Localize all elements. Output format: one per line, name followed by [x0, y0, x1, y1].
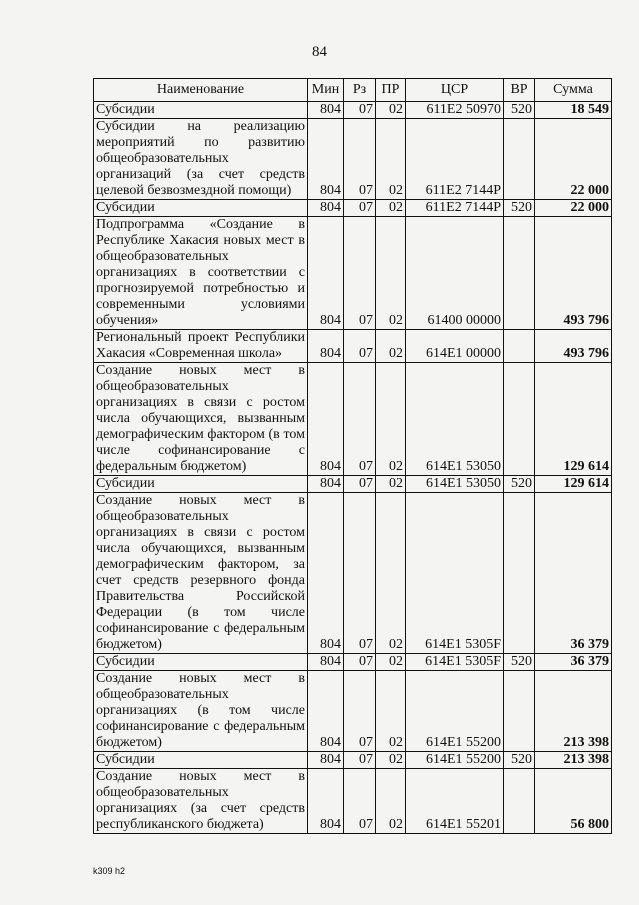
cell-name: Субсидии: [94, 200, 308, 217]
cell-csr: 614Е1 53050: [406, 476, 504, 493]
cell-min: 804: [308, 671, 344, 752]
cell-vr: [504, 769, 535, 834]
cell-sum: 36 379: [535, 493, 612, 654]
cell-sum: 22 000: [535, 119, 612, 200]
page-number: 84: [312, 44, 327, 60]
cell-pr: 02: [376, 102, 406, 119]
cell-rz: 07: [344, 752, 376, 769]
cell-vr: [504, 119, 535, 200]
cell-min: 804: [308, 363, 344, 476]
cell-sum: 36 379: [535, 654, 612, 671]
budget-table: [93, 78, 612, 834]
cell-pr: 02: [376, 752, 406, 769]
cell-sum: 213 398: [535, 671, 612, 752]
cell-sum: 129 614: [535, 363, 612, 476]
cell-pr: 02: [376, 119, 406, 200]
cell-name: Субсидии на реализацию мероприятий по развитию общеобразовательных организаций (за счет средств целевой безвозмездной помощи): [94, 119, 308, 200]
table-body: [94, 102, 612, 834]
table-row: [94, 200, 612, 217]
cell-vr: [504, 493, 535, 654]
cell-vr: 520: [504, 476, 535, 493]
cell-rz: 07: [344, 476, 376, 493]
cell-min: 804: [308, 476, 344, 493]
header-min: Мин: [308, 79, 344, 102]
cell-min: 804: [308, 493, 344, 654]
cell-min: 804: [308, 102, 344, 119]
cell-min: 804: [308, 217, 344, 330]
header-name: Наименование: [94, 79, 308, 102]
cell-pr: 02: [376, 769, 406, 834]
cell-sum: 18 549: [535, 102, 612, 119]
header-rz: Рз: [344, 79, 376, 102]
cell-csr: 614Е1 55201: [406, 769, 504, 834]
cell-name: Подпрограмма «Создание в Республике Хакасия новых мест в общеобразовательных организациях в соответствии с прогнозируемой потребностью и современными условиями обучения»: [94, 217, 308, 330]
cell-sum: 56 800: [535, 769, 612, 834]
cell-rz: 07: [344, 217, 376, 330]
cell-pr: 02: [376, 330, 406, 363]
cell-min: 804: [308, 330, 344, 363]
cell-csr: 614Е1 53050: [406, 363, 504, 476]
cell-pr: 02: [376, 200, 406, 217]
cell-vr: 520: [504, 752, 535, 769]
table-row: [94, 363, 612, 476]
cell-vr: [504, 330, 535, 363]
cell-pr: 02: [376, 654, 406, 671]
cell-min: 804: [308, 119, 344, 200]
cell-pr: 02: [376, 476, 406, 493]
cell-csr: 611Е2 7144Р: [406, 119, 504, 200]
table-row: [94, 102, 612, 119]
table-row: [94, 769, 612, 834]
cell-csr: 61400 00000: [406, 217, 504, 330]
table-row: [94, 654, 612, 671]
table-row: [94, 476, 612, 493]
table-row: [94, 217, 612, 330]
cell-csr: 614Е1 5305F: [406, 493, 504, 654]
cell-sum: 22 000: [535, 200, 612, 217]
cell-csr: 614Е1 55200: [406, 752, 504, 769]
cell-name: Создание новых мест в общеобразовательных организациях в связи с ростом числа обучающихся, вызванным демографическим фактором (в том числе софинансирование с федеральным бюджетом): [94, 363, 308, 476]
cell-pr: 02: [376, 363, 406, 476]
cell-rz: 07: [344, 493, 376, 654]
cell-min: 804: [308, 769, 344, 834]
cell-csr: 614Е1 55200: [406, 671, 504, 752]
cell-name: Субсидии: [94, 476, 308, 493]
cell-rz: 07: [344, 654, 376, 671]
cell-rz: 07: [344, 363, 376, 476]
cell-vr: 520: [504, 654, 535, 671]
cell-rz: 07: [344, 102, 376, 119]
cell-csr: 614Е1 5305F: [406, 654, 504, 671]
cell-rz: 07: [344, 769, 376, 834]
cell-pr: 02: [376, 671, 406, 752]
cell-pr: 02: [376, 217, 406, 330]
cell-name: Субсидии: [94, 752, 308, 769]
table-row: [94, 752, 612, 769]
table-row: [94, 119, 612, 200]
header-csr: ЦСР: [406, 79, 504, 102]
table-header-row: [94, 79, 612, 102]
cell-sum: 129 614: [535, 476, 612, 493]
cell-min: 804: [308, 752, 344, 769]
cell-name: Создание новых мест в общеобразовательных организациях (за счет средств республиканского бюджета): [94, 769, 308, 834]
header-sum: Сумма: [535, 79, 612, 102]
cell-name: Региональный проект Республики Хакасия «Современная школа»: [94, 330, 308, 363]
header-pr: ПР: [376, 79, 406, 102]
cell-csr: 611Е2 50970: [406, 102, 504, 119]
header-vr: ВР: [504, 79, 535, 102]
cell-min: 804: [308, 654, 344, 671]
cell-vr: [504, 217, 535, 330]
cell-sum: 493 796: [535, 217, 612, 330]
cell-csr: 614Е1 00000: [406, 330, 504, 363]
cell-rz: 07: [344, 200, 376, 217]
cell-name: Субсидии: [94, 654, 308, 671]
cell-csr: 611Е2 7144Р: [406, 200, 504, 217]
cell-vr: 520: [504, 102, 535, 119]
cell-rz: 07: [344, 119, 376, 200]
document-code: k309 h2: [93, 866, 126, 876]
table-row: [94, 493, 612, 654]
cell-vr: 520: [504, 200, 535, 217]
cell-vr: [504, 671, 535, 752]
cell-name: Создание новых мест в общеобразовательных организациях в связи с ростом числа обучающихся, вызванным демографическим фактором, за счет средств резервного фонда Правительства Российской Федерации (в том числе софинансирование с федеральным бюджетом): [94, 493, 308, 654]
table-row: [94, 671, 612, 752]
cell-name: Субсидии: [94, 102, 308, 119]
cell-pr: 02: [376, 493, 406, 654]
cell-rz: 07: [344, 330, 376, 363]
cell-min: 804: [308, 200, 344, 217]
cell-sum: 493 796: [535, 330, 612, 363]
cell-name: Создание новых мест в общеобразовательных организациях (в том числе софинансирование с федеральным бюджетом): [94, 671, 308, 752]
cell-rz: 07: [344, 671, 376, 752]
cell-vr: [504, 363, 535, 476]
table-row: [94, 330, 612, 363]
cell-sum: 213 398: [535, 752, 612, 769]
